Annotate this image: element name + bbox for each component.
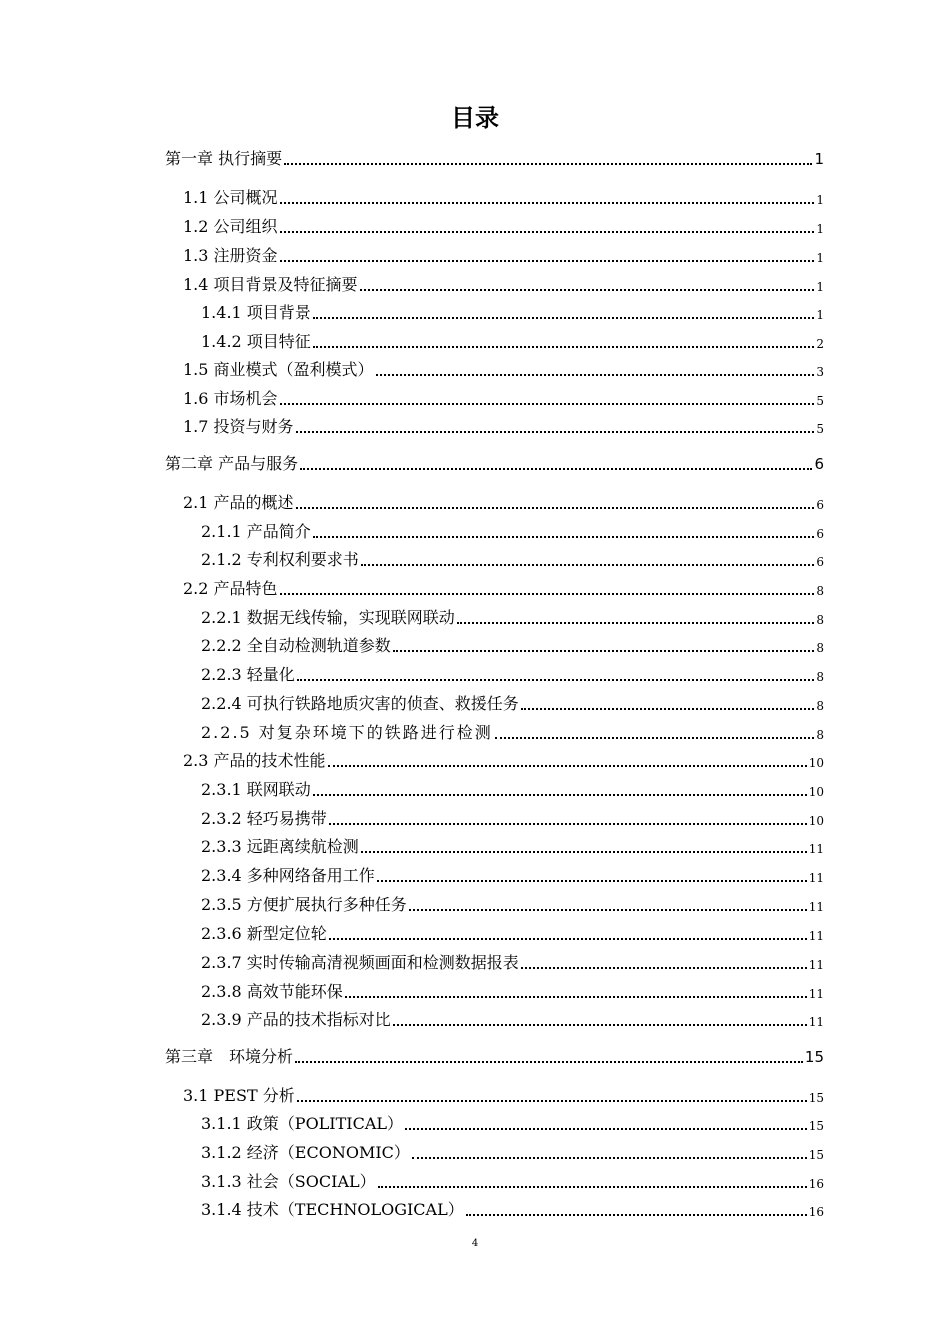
toc-entry-label: 2.3.4 多种网络备用工作 [201,866,375,885]
toc-entry-page: 1 [816,193,824,207]
toc-entry-page: 1 [816,222,824,236]
toc-entry[interactable] [201,1171,824,1193]
toc-leader-dots [280,403,815,405]
toc-entry-label: 2.3.2 轻巧易携带 [201,809,327,828]
toc-entry[interactable] [201,779,824,801]
toc-entry-page: 11 [808,871,824,885]
toc-entry-page: 6 [816,498,824,512]
toc-entry-label: 1.2 公司组织 [183,217,278,236]
toc-entry[interactable] [201,981,824,1003]
toc-entry[interactable] [165,453,824,475]
toc-leader-dots [329,823,807,825]
toc-leader-dots [280,231,815,233]
toc-entry-label: 2.3 产品的技术性能 [183,751,326,770]
toc-entry-label: 2.1.1 产品简介 [201,522,311,541]
toc-entry-page: 10 [808,756,824,770]
toc-entry[interactable] [183,578,824,600]
toc-entry-label: 2.2.5 对复杂环境下的铁路进行检测 [201,723,493,742]
toc-entry-page: 15 [808,1119,824,1133]
toc-entry-label: 2.2.4 可执行铁路地质灾害的侦查、救援任务 [201,694,519,713]
toc-entry[interactable] [183,216,824,238]
toc-leader-dots [409,909,807,911]
toc-entry-label: 1.4.1 项目背景 [201,303,311,322]
toc-entry[interactable] [201,894,824,916]
toc-leader-dots [466,1214,807,1216]
toc-entry[interactable] [201,1009,824,1031]
toc-leader-dots [376,374,815,376]
toc-entry-page: 6 [816,527,824,541]
toc-leader-dots [457,622,815,624]
toc-leader-dots [296,431,815,433]
toc-entry[interactable] [201,865,824,887]
toc-entry[interactable] [201,635,824,657]
toc-entry[interactable] [165,1046,824,1068]
toc-entry-label: 第二章 产品与服务 [165,454,299,473]
toc-entry-page: 11 [808,842,824,856]
toc-entry-page: 8 [816,699,824,713]
toc-entry-label: 2.1.2 专利权利要求书 [201,550,359,569]
toc-entry[interactable] [183,492,824,514]
toc-leader-dots [300,468,812,470]
toc-entry-page: 11 [808,987,824,1001]
toc-entry-label: 3.1 PEST 分析 [183,1086,295,1105]
toc-leader-dots [521,967,807,969]
toc-leader-dots [521,708,815,710]
toc-entry-label: 2.2.3 轻量化 [201,665,295,684]
toc-entry[interactable] [183,274,824,296]
toc-entry-page: 5 [816,422,824,436]
toc-entry-label: 1.1 公司概况 [183,188,278,207]
toc-entry-page: 8 [816,613,824,627]
toc-entry[interactable] [183,750,824,772]
toc-entry[interactable] [183,187,824,209]
toc-entry[interactable] [201,952,824,974]
toc-entry-page: 6 [814,455,824,473]
toc-entry-label: 2.1 产品的概述 [183,493,294,512]
toc-entry[interactable] [183,416,824,438]
toc-entry-page: 1 [816,308,824,322]
toc-leader-dots [297,1100,807,1102]
toc-entry[interactable] [201,549,824,571]
toc-leader-dots [345,996,807,998]
toc-entry-page: 11 [808,929,824,943]
toc-entry-label: 2.3.8 高效节能环保 [201,982,343,1001]
toc-leader-dots [412,1157,807,1159]
toc-leader-dots [313,536,815,538]
toc-leader-dots [284,163,812,165]
toc-entry-label: 2.3.6 新型定位轮 [201,924,327,943]
toc-entry-page: 1 [816,251,824,265]
toc-entry-page: 8 [816,641,824,655]
toc-leader-dots [280,260,815,262]
page-number: 4 [471,1238,479,1249]
toc-entry-page: 5 [816,394,824,408]
toc-leader-dots [295,1061,803,1063]
toc-entry-label: 2.3.7 实时传输高清视频画面和检测数据报表 [201,953,519,972]
toc-entry[interactable] [201,607,824,629]
toc-entry[interactable] [183,388,824,410]
toc-entry-label: 1.4.2 项目特征 [201,332,311,351]
toc-entry-page: 11 [808,1015,824,1029]
toc-entry[interactable] [201,836,824,858]
toc-entry-label: 1.3 注册资金 [183,246,278,265]
toc-entry-label: 2.3.9 产品的技术指标对比 [201,1010,391,1029]
toc-leader-dots [393,650,815,652]
toc-entry-label: 2.3.3 远距离续航检测 [201,837,359,856]
toc-leader-dots [495,737,815,739]
toc-entry-page: 16 [808,1177,824,1191]
toc-entry-page: 1 [814,150,824,168]
toc-entry-label: 1.4 项目背景及特征摘要 [183,275,358,294]
toc-entry-label: 2.3.1 联网联动 [201,780,311,799]
toc-leader-dots [296,507,815,509]
toc-entry[interactable] [201,1199,824,1221]
toc-leader-dots [297,679,815,681]
toc-leader-dots [393,1024,807,1026]
toc-leader-dots [313,317,815,319]
toc-entry-page: 15 [808,1148,824,1162]
toc-leader-dots [361,851,807,853]
toc-entry-label: 2.2.2 全自动检测轨道参数 [201,636,391,655]
toc-entry-page: 6 [816,555,824,569]
toc-entry-label: 第三章 环境分析 [165,1047,294,1066]
toc-entry-page: 8 [816,584,824,598]
toc-entry-page: 8 [816,728,824,742]
toc-entry[interactable] [165,148,824,170]
toc-entry-label: 3.1.3 社会（SOCIAL） [201,1172,376,1191]
toc-entry-page: 10 [808,785,824,799]
toc-entry[interactable] [201,923,824,945]
toc-entry[interactable] [183,245,824,267]
toc-entry[interactable] [201,693,824,715]
toc-entry-label: 2.2.1 数据无线传输，实现联网联动 [201,608,455,627]
toc-entry[interactable] [201,521,824,543]
toc-entry[interactable] [183,359,824,381]
toc-entry-page: 15 [808,1091,824,1105]
toc-entry[interactable] [201,1113,824,1135]
toc-entry-page: 10 [808,814,824,828]
toc-leader-dots [405,1128,807,1130]
toc-entry[interactable] [183,1085,824,1107]
toc-leader-dots [378,1186,807,1188]
toc-leader-dots [377,880,807,882]
toc-entry-label: 1.5 商业模式（盈利模式） [183,360,374,379]
toc-leader-dots [360,289,815,291]
toc-entry-label: 2.3.5 方便扩展执行多种任务 [201,895,407,914]
toc-entry[interactable] [201,331,824,353]
toc-leader-dots [280,202,815,204]
toc-entry-label: 2.2 产品特色 [183,579,278,598]
toc-entry-label: 3.1.1 政策（POLITICAL） [201,1114,404,1133]
toc-entry-page: 16 [808,1205,824,1219]
toc-entry-label: 1.7 投资与财务 [183,417,294,436]
toc-leader-dots [313,346,815,348]
toc-entry[interactable] [201,302,824,324]
toc-leader-dots [361,564,815,566]
toc-entry-page: 2 [816,337,824,351]
toc-leader-dots [280,593,815,595]
toc-entry-page: 1 [816,280,824,294]
toc-entry-page: 15 [804,1048,824,1066]
toc-leader-dots [329,938,807,940]
toc-entry[interactable] [201,722,824,744]
toc-leader-dots [328,765,807,767]
toc-entry-page: 3 [816,365,824,379]
toc-entry-page: 8 [816,670,824,684]
toc-title: 目录 [451,104,499,132]
toc-entry-label: 第一章 执行摘要 [165,149,283,168]
toc-entry[interactable] [201,808,824,830]
toc-entry[interactable] [201,1142,824,1164]
toc-entry-label: 3.1.4 技术（TECHNOLOGICAL） [201,1200,464,1219]
toc-entry-label: 3.1.2 经济（ECONOMIC） [201,1143,410,1162]
toc-entry[interactable] [201,664,824,686]
toc-entry-page: 11 [808,900,824,914]
toc-entry-page: 11 [808,958,824,972]
toc-leader-dots [313,794,807,796]
toc-entry-label: 1.6 市场机会 [183,389,278,408]
